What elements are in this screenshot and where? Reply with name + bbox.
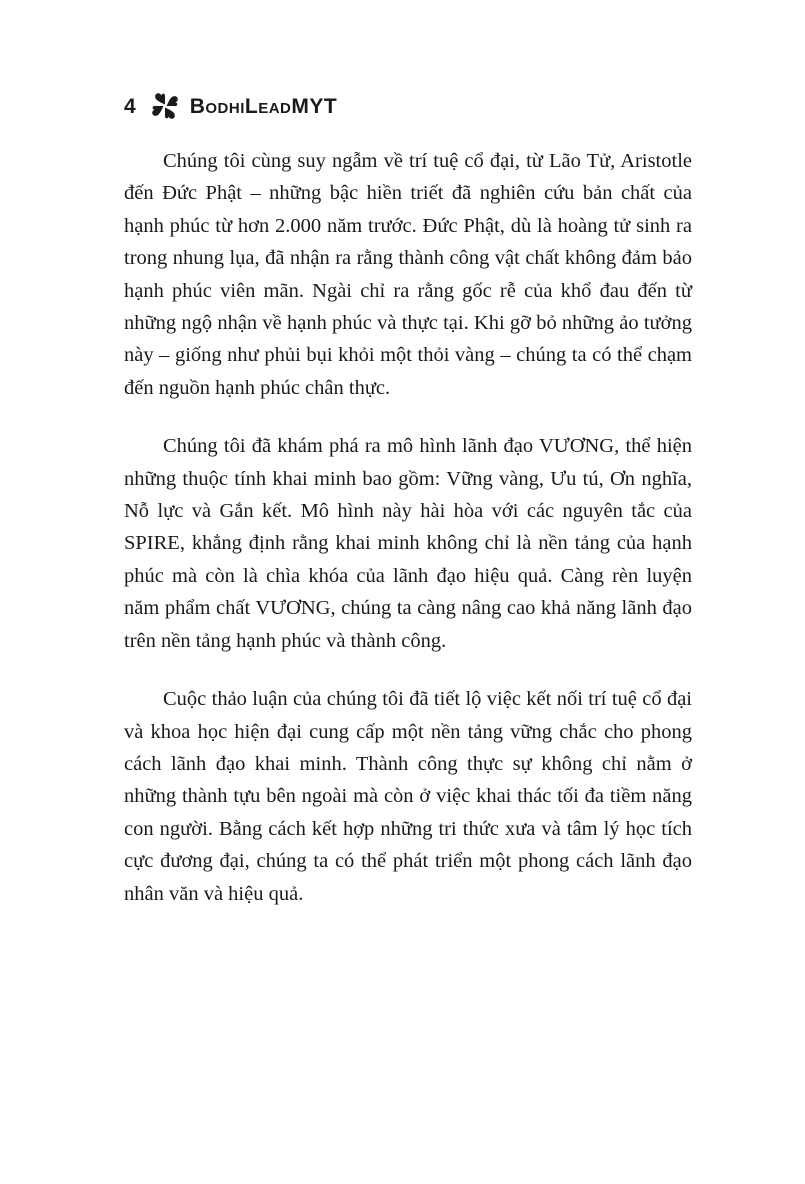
body-paragraph: Chúng tôi đã khám phá ra mô hình lãnh đạo VƯƠNG, thể hiện những thuộc tính khai minh bao gồm: Vững vàng, Ưu tú, Ơn nghĩa, Nỗ lực và Gắn kết. Mô hình này hài hòa với các nguyên tắc của SPIRE, khẳng định rằng khai minh không chỉ là nền tảng của hạnh phúc mà còn là chìa khóa của lãnh đạo hiệu quả. Càng rèn luyện năm phẩm chất VƯƠNG, chúng ta càng nâng cao khả năng lãnh đạo trên nền tảng hạnh phúc và thành công. bbox=[124, 435, 692, 652]
body-paragraph: Cuộc thảo luận của chúng tôi đã tiết lộ việc kết nối trí tuệ cổ đại và khoa học hiện đại cung cấp một nền tảng vững chắc cho phong cách lãnh đạo khai minh. Thành công thực sự không chỉ nằm ở những thành tựu bên ngoài mà còn ở việc khai thác tối đa tiềm năng con người. Bằng cách kết hợp những tri thức xưa và tâm lý học tích cực đương đại, chúng ta có thể phát triển một phong cách lãnh đạo nhân văn và hiệu quả. bbox=[124, 688, 692, 905]
four-leaf-clover-icon bbox=[150, 91, 180, 121]
page-number: 4 bbox=[124, 94, 136, 118]
body-paragraph: Chúng tôi cùng suy ngẫm về trí tuệ cổ đại, từ Lão Tử, Aristotle đến Đức Phật – những bậc hiền triết đã nghiên cứu bản chất của hạnh phúc từ hơn 2.000 năm trước. Đức Phật, dù là hoàng tử sinh ra trong nhung lụa, đã nhận ra rằng thành công vật chất không đảm bảo hạnh phúc viên mãn. Ngài chỉ ra rằng gốc rễ của khổ đau đến từ những ngộ nhận về hạnh phúc và thực tại. Khi gỡ bỏ những ảo tưởng này – giống như phủi bụi khỏi một thỏi vàng – chúng ta có thể chạm đến nguồn hạnh phúc chân thực. bbox=[124, 150, 692, 399]
running-header bbox=[124, 90, 337, 122]
page-body bbox=[124, 145, 692, 936]
brand-logotype: BODHILEADMYT bbox=[189, 94, 338, 118]
